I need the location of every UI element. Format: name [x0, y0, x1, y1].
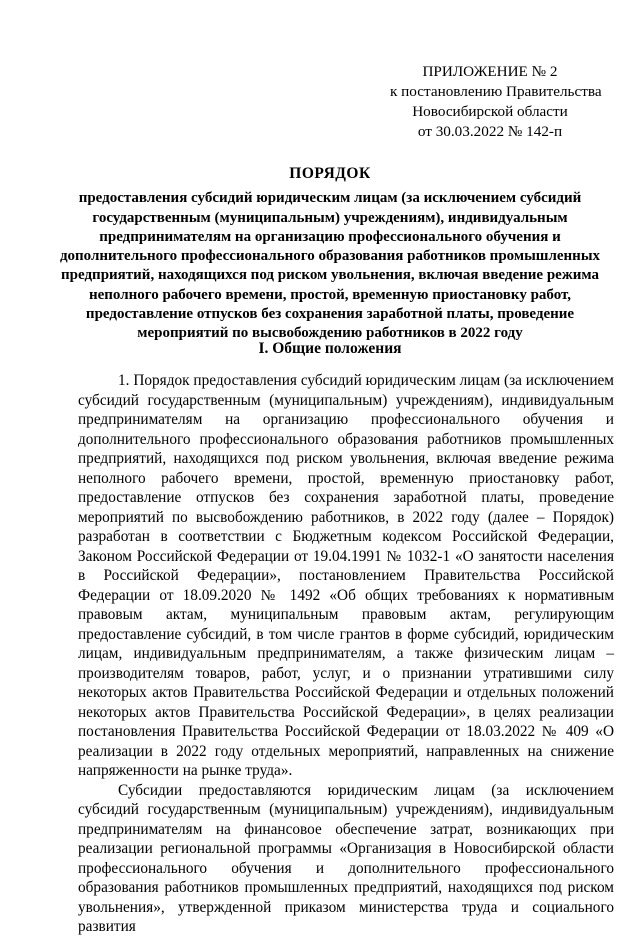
annex-region: Новосибирской области — [412, 103, 568, 120]
annex-header — [390, 62, 602, 142]
paragraph: Субсидии предоставляются юридическим лицам (за исключением субсидий государственным (муниципальным) учреждениям), индивидуальным предпринимателям на финансовое обеспечение затрат, возникающих при реализации региональной программы «Организация в Новосибирской области профессионального обучения и дополнительного профессионального образования работников промышленных предприятий, находящихся под риском увольнения», утвержденной приказом министерства труда и социального развития — [78, 781, 614, 935]
annex-number: ПРИЛОЖЕНИЕ № 2 — [422, 63, 558, 80]
section-heading: I. Общие положения — [258, 340, 402, 357]
annex-reference: к постановлению Правительства — [390, 83, 602, 100]
paragraph: 1. Порядок предоставления субсидий юридическим лицам (за исключением субсидий государственным (муниципальным) учреждениям), индивидуальным предпринимателям на организацию профессионального обучения и дополнительного профессионального образования работников промышленных предприятий, находящихся под риском увольнения, включая введение режима неполного рабочего времени, простой, временную приостановку работ, предоставление отпусков без сохранения заработной платы, проведение мероприятий по высвобождению работников, в 2022 году (далее – Порядок) разработан в соответствии с Бюджетным кодексом Российской Федерации, Законом Российской Федерации от 19.04.1991 № 1032-1 «О занятости населения в Российской Федерации», постановлением Правительства Российской Федерации от 18.09.2020 № 1492 «Об общих требованиях к нормативным правовым актам, муниципальным правовым актам, регулирующим предоставление субсидий, в том числе грантов в форме субсидий, юридическим лицам, индивидуальным предпринимателям, а также физическим лицам – производителям товаров, работ, услуг, и о признании утратившими силу некоторых актов Правительства Российской Федерации и отдельных положений некоторых актов Правительства Российской Федерации», в целях реализации постановления Правительства Российской Федерации от 18.03.2022 № 409 «О реализации в 2022 году отдельных мероприятий, направленных на снижение напряженности на рынке труда». — [78, 372, 614, 779]
document-title — [40, 164, 620, 344]
annex-date: от 30.03.2022 № 142-п — [417, 123, 563, 140]
body-text — [78, 371, 614, 937]
title-subtitle: предоставления субсидий юридическим лицам (за исключением субсидий государственным (муниципальным) учреждениям), индивидуальным предпринимателям на организацию профессионального обучения и дополнительного профессионального образования работников промышленных предприятий, находящихся под риском увольнения, включая введение режима неполного рабочего времени, простой, временную приостановку работ, предоставление отпусков без сохранения заработной платы, проведение мероприятий по высвобождению работников в 2022 году — [59, 190, 601, 342]
title-main: ПОРЯДОК — [289, 165, 371, 182]
